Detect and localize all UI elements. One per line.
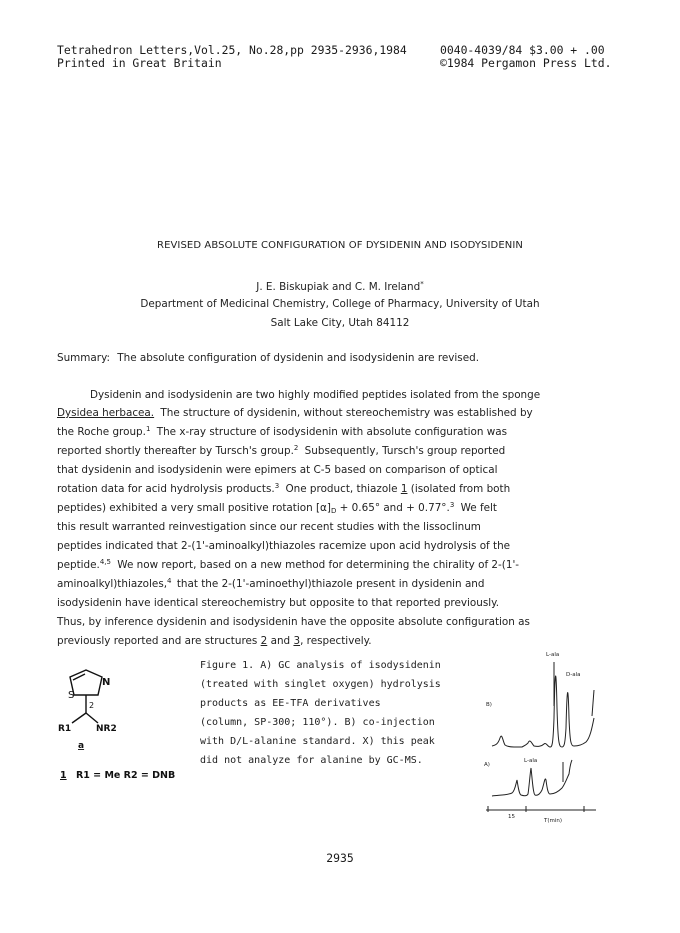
body-line-10: peptide.$^{4,5}$ We now report, based on a new method for determining the chirality of 2-(1'- xyxy=(57,558,520,571)
body-line-7: peptides) exhibited a very small positive rotation $[\alpha]_D + 0.65^\circ$ and + 0.77°.$^3$ We felt xyxy=(57,501,497,515)
figure-caption-line-4: (column, SP-300; 110°). B) co-injection xyxy=(200,717,435,728)
body-line-13: Thus, by inference dysidenin and isodysidenin have the opposite absolute configuration as xyxy=(57,616,530,628)
affiliation: Department of Medicinal Chemistry, College of Pharmacy, University of Utah xyxy=(140,298,540,310)
figure-caption-line-1: Figure 1. A) GC analysis of isodysidenin xyxy=(200,660,441,671)
chrom-label-lala-top: L-ala xyxy=(546,652,560,658)
thiazole-ring xyxy=(70,670,102,695)
printed-location: Printed in Great Britain xyxy=(57,56,222,70)
chrom-label-dala: D-ala xyxy=(566,672,581,678)
body-line-8: this result warranted reinvestigation since our recent studies with the lissoclinum xyxy=(57,521,481,533)
address: Salt Lake City, Utah 84112 xyxy=(270,317,410,329)
figure-caption-line-2: (treated with singlet oxygen) hydrolysis xyxy=(200,679,441,690)
price-code: 0040-4039/84 $3.00 + .00 xyxy=(440,43,605,57)
journal-citation: Tetrahedron Letters,Vol.25, No.28,pp 2935-2936,1984 xyxy=(57,43,407,57)
authors: J. E. Biskupiak and C. M. Ireland xyxy=(256,281,421,293)
paper-title: REVISED ABSOLUTE CONFIGURATION OF DYSIDENIN AND ISODYSIDENIN xyxy=(157,240,523,251)
r1-bond xyxy=(72,713,86,723)
compound-number: 1 xyxy=(60,770,67,781)
thiazole-structure xyxy=(48,665,208,775)
body-line-3: the Roche group.$^1$ The x-ray structure of isodysidenin with absolute configuration was xyxy=(57,425,508,438)
ref-2: 2 xyxy=(293,444,299,452)
nr2-label: NR2 xyxy=(96,724,117,734)
body-line-9: peptides indicated that 2-(1'-aminoalkyl)thiazoles racemize upon acid hydrolysis of the xyxy=(57,540,511,552)
figure-caption-line-3: products as EE-TFA derivatives xyxy=(200,698,381,709)
ref-4: 4 xyxy=(167,577,172,585)
copyright-notice: ©1984 Pergamon Press Ltd. xyxy=(440,56,612,70)
structure-sub-label: a xyxy=(78,741,85,751)
ref-1: 1 xyxy=(145,425,151,433)
structure-3-ref: 3 xyxy=(293,635,301,647)
body-line-12: isodysidenin have identical stereochemistry but opposite to that reported previously. xyxy=(57,597,500,609)
chrom-label-lala-mid: L-ala xyxy=(524,758,538,764)
ref-4-5: 4,5 xyxy=(99,558,111,566)
compound-1-ref: 1 xyxy=(400,483,408,495)
chrom-axis-tick: 15 xyxy=(508,814,515,820)
ref-3b: 3 xyxy=(449,501,455,509)
r1-label: R1 xyxy=(58,724,72,734)
chrom-label-a: A) xyxy=(484,762,490,768)
gc-chromatogram xyxy=(478,648,628,828)
page-number: 2935 xyxy=(326,851,354,865)
body-line-2: Dysidea herbacea. The structure of dysidenin, without stereochemistry was established by xyxy=(57,407,533,419)
structure-2-ref: 2 xyxy=(260,635,268,647)
body-line-14: previously reported and are structures 2 and 3, respectively. xyxy=(57,635,372,647)
chrom-label-b: B) xyxy=(486,702,492,708)
body-line-4: reported shortly thereafter by Tursch's group.$^2$ Subsequently, Tursch's group reported xyxy=(57,444,506,457)
body-line-6: rotation data for acid hydrolysis products.$^3$ One product, thiazole 1 (isolated from both xyxy=(57,482,511,495)
chrom-marker-right xyxy=(592,690,594,716)
species-name: Dysidea herbacea. xyxy=(57,407,155,419)
figure-caption-line-5: with D/L-alanine standard. X) this peak xyxy=(200,736,435,747)
gc-chromatogram-drawing xyxy=(478,648,628,828)
body-line-5: that dysidenin and isodysidenin were epimers at C-5 based on comparison of optical xyxy=(57,464,498,476)
nitrogen-atom: N xyxy=(102,677,111,688)
authors-line xyxy=(0,281,680,293)
chrom-trace-a xyxy=(492,760,572,796)
summary xyxy=(57,352,479,364)
chrom-axis-label: T(min) xyxy=(544,818,563,824)
summary-text: The absolute configuration of dysidenin and isodysidenin are revised. xyxy=(117,352,480,364)
nr2-bond xyxy=(86,713,98,723)
figure-caption-line-6: did not analyze for alanine by GC-MS. xyxy=(200,755,423,766)
chrom-trace-b xyxy=(492,676,594,747)
thiazole-structure-drawing xyxy=(48,665,208,775)
compound-substituents: R1 = Me R2 = DNB xyxy=(75,770,176,781)
body-line-11: aminoalkyl)thiazoles,$^4$ that the 2-(1'-aminoethyl)thiazole present in dysidenin and xyxy=(57,577,485,590)
position-2-label: 2 xyxy=(89,701,95,710)
body-line-1: Dysidenin and isodysidenin are two highly modified peptides isolated from the sponge xyxy=(90,389,541,401)
sulfur-atom: S xyxy=(68,690,75,701)
compound-1-label xyxy=(60,770,175,781)
author-mark: * xyxy=(420,280,424,288)
ref-3: 3 xyxy=(274,482,280,490)
summary-label: Summary: xyxy=(57,352,110,364)
